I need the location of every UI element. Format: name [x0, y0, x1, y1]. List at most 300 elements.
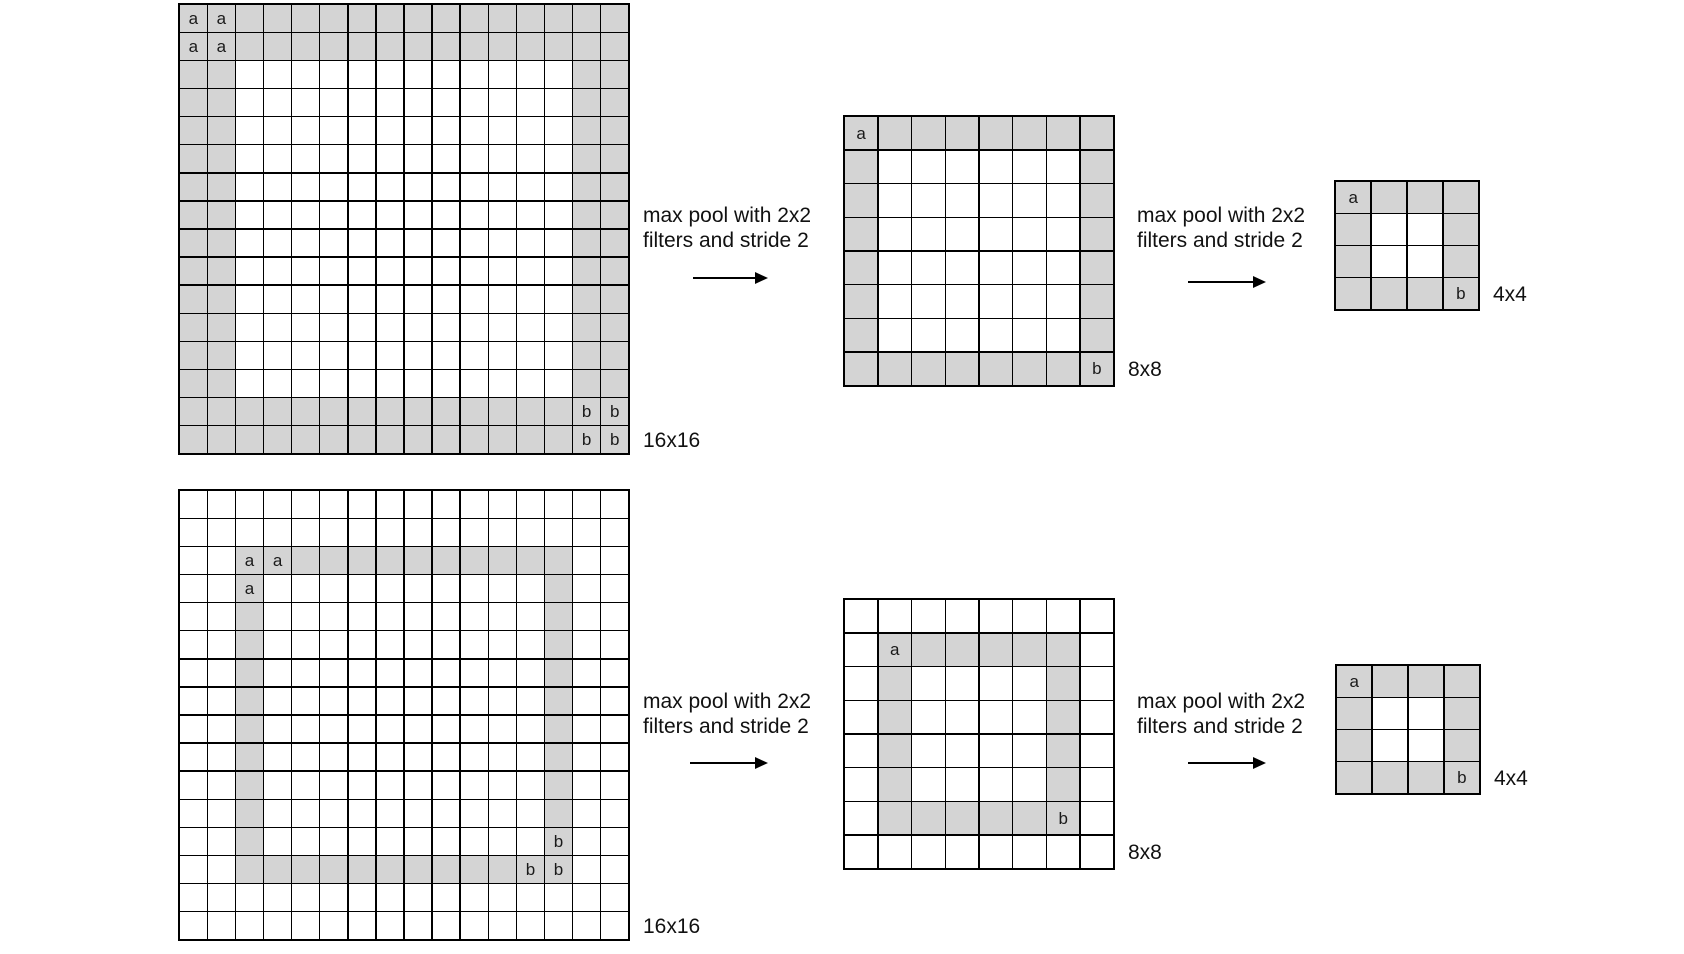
grid-cell-letter: a — [1337, 666, 1371, 697]
grid-cell — [180, 342, 207, 369]
grid-cell — [236, 519, 263, 546]
grid-cell — [517, 744, 544, 771]
grid-cell — [320, 5, 347, 32]
grid-cell — [461, 547, 488, 574]
grid-cell — [264, 202, 291, 229]
grid-cell — [461, 370, 488, 397]
grid-cell — [489, 631, 516, 658]
grid-cell — [980, 151, 1012, 183]
grid-cells-8x8-top — [843, 115, 1115, 387]
grid-cell — [845, 634, 877, 666]
grid-cell — [349, 174, 376, 201]
grid-cell — [264, 117, 291, 144]
grid-cell — [1445, 666, 1479, 697]
grid-cell — [377, 230, 404, 257]
grid-cell — [320, 800, 347, 827]
grid-cell — [320, 33, 347, 60]
grid-cell — [517, 398, 544, 425]
grid-cell — [601, 286, 628, 313]
grid-cell — [1373, 666, 1407, 697]
grid-cell — [349, 5, 376, 32]
grid-cell — [433, 912, 460, 939]
grid-cell — [912, 252, 944, 284]
grid-cell — [320, 603, 347, 630]
grid-cell — [489, 286, 516, 313]
grid-cell — [879, 667, 911, 699]
grid-cell — [845, 319, 877, 351]
grid-cell — [912, 117, 944, 149]
grid-cell — [405, 884, 432, 911]
grid-cell — [517, 5, 544, 32]
grid-cell — [879, 184, 911, 216]
grid-cell — [545, 314, 572, 341]
grid-cell — [517, 884, 544, 911]
grid-cell — [320, 342, 347, 369]
grid-cell — [545, 631, 572, 658]
grid-cell — [1373, 730, 1407, 761]
grid-cell — [1013, 319, 1045, 351]
grid-cell — [489, 575, 516, 602]
grid-cell — [545, 688, 572, 715]
grid-cell — [264, 856, 291, 883]
grid-cell — [405, 547, 432, 574]
grid-cell — [433, 398, 460, 425]
grid-cell — [1444, 182, 1478, 213]
grid-cell — [320, 912, 347, 939]
grid-cells-4x4-bottom — [1335, 664, 1481, 795]
grid-cell — [601, 660, 628, 687]
grid-cell — [405, 828, 432, 855]
grid-cell — [405, 33, 432, 60]
grid-cell — [980, 667, 1012, 699]
grid-cell — [292, 519, 319, 546]
grid-cell — [1081, 634, 1113, 666]
grid-cell — [601, 772, 628, 799]
grid-cell — [292, 286, 319, 313]
grid-cell — [489, 688, 516, 715]
grid-cell — [879, 151, 911, 183]
grid-cell — [1408, 246, 1442, 277]
grid-cell — [879, 252, 911, 284]
grid-cell — [292, 117, 319, 144]
grid-cell — [461, 660, 488, 687]
grid-cell — [264, 716, 291, 743]
grid-cell — [1445, 730, 1479, 761]
grid-size-label: 4x4 — [1493, 282, 1527, 306]
grid-cell — [461, 828, 488, 855]
grid-cell — [180, 716, 207, 743]
grid-cell — [601, 174, 628, 201]
grid-cell — [405, 398, 432, 425]
grid-cell — [545, 519, 572, 546]
grid-cell-letter: a — [1336, 182, 1370, 213]
grid-cell — [545, 258, 572, 285]
arrow-head — [755, 757, 768, 769]
grid-cell — [1047, 117, 1079, 149]
grid-cell — [236, 660, 263, 687]
grid-cell — [545, 370, 572, 397]
grid-cell — [489, 61, 516, 88]
grid-cell — [1081, 836, 1113, 868]
grid-cell — [377, 174, 404, 201]
grid-cell — [980, 735, 1012, 767]
grid-4x4-pooled-bottom — [1335, 664, 1528, 795]
grid-cell — [292, 575, 319, 602]
grid-cell — [545, 491, 572, 518]
grid-cell — [236, 202, 263, 229]
grid-cell — [517, 202, 544, 229]
grid-cell — [405, 660, 432, 687]
grid-cell — [601, 33, 628, 60]
grid-cell — [879, 768, 911, 800]
grid-cell — [461, 603, 488, 630]
grid-cell — [980, 184, 1012, 216]
grid-cell — [180, 258, 207, 285]
grid-cell — [517, 912, 544, 939]
grid-cell — [573, 519, 600, 546]
grid-cell — [180, 519, 207, 546]
grid-cell — [545, 603, 572, 630]
grid-cell — [180, 202, 207, 229]
grid-cell — [405, 519, 432, 546]
grid-cell — [208, 370, 235, 397]
grid-cell — [292, 856, 319, 883]
grid-cell — [208, 286, 235, 313]
grid-cell — [292, 370, 319, 397]
grid-cell — [601, 575, 628, 602]
grid-cell — [208, 174, 235, 201]
grid-cell — [879, 218, 911, 250]
grid-cell — [1081, 184, 1113, 216]
grid-cell — [912, 735, 944, 767]
grid-cell — [545, 202, 572, 229]
right-arrow-icon — [1188, 757, 1266, 769]
grid-cell — [545, 884, 572, 911]
grid-cell-letter: a — [845, 117, 877, 149]
grid-cell — [208, 426, 235, 453]
grid-cell — [405, 603, 432, 630]
grid-cell — [264, 603, 291, 630]
grid-cell — [433, 370, 460, 397]
grid-cell — [1081, 252, 1113, 284]
maxpool-label-line2: filters and stride 2 — [1137, 715, 1303, 738]
grid-cell — [601, 370, 628, 397]
grid-cell — [236, 342, 263, 369]
grid-cell — [461, 912, 488, 939]
grid-cell — [433, 744, 460, 771]
grid-cell — [573, 258, 600, 285]
grid-cell — [1081, 768, 1113, 800]
right-arrow-icon — [693, 272, 768, 284]
grid-cell — [845, 252, 877, 284]
grid-cell — [573, 89, 600, 116]
grid-cell — [320, 174, 347, 201]
grid-cell — [292, 202, 319, 229]
grid-cell-letter: b — [545, 856, 572, 883]
grid-cell — [405, 688, 432, 715]
grid-cell — [405, 800, 432, 827]
grid-cell — [433, 230, 460, 257]
grid-cell — [349, 230, 376, 257]
maxpool-label — [1137, 689, 1305, 739]
grid-cell — [349, 426, 376, 453]
grid-cell — [264, 800, 291, 827]
grid-cell — [292, 491, 319, 518]
grid-cell — [320, 519, 347, 546]
grid-cell — [405, 61, 432, 88]
grid-cell — [433, 117, 460, 144]
grid-cell — [489, 314, 516, 341]
grid-cell — [405, 370, 432, 397]
grid-cell — [208, 314, 235, 341]
grid-8x8-pooled-top — [843, 115, 1162, 387]
grid-cell — [180, 145, 207, 172]
grid-cell — [208, 744, 235, 771]
grid-cell — [236, 772, 263, 799]
grid-cell — [980, 117, 1012, 149]
grid-cell — [180, 286, 207, 313]
grid-cell — [236, 174, 263, 201]
grid-cell — [573, 61, 600, 88]
grid-cell — [461, 631, 488, 658]
grid-cell — [1013, 735, 1045, 767]
grid-cell — [489, 33, 516, 60]
grid-cell — [264, 5, 291, 32]
grid-cell — [349, 772, 376, 799]
grid-cell — [236, 258, 263, 285]
grid-cell — [292, 547, 319, 574]
grid-cell — [264, 145, 291, 172]
grid-cell — [601, 603, 628, 630]
grid-cell — [236, 61, 263, 88]
grid-cell — [845, 600, 877, 632]
grid-cell — [1409, 762, 1443, 793]
grid-cell — [1047, 218, 1079, 250]
grid-cell — [489, 174, 516, 201]
grid-cell — [1337, 762, 1371, 793]
grid-cell — [946, 836, 978, 868]
grid-cell — [433, 174, 460, 201]
grid-cell — [601, 258, 628, 285]
grid-cell — [349, 884, 376, 911]
grid-cell — [236, 800, 263, 827]
grid-cell — [461, 519, 488, 546]
grid-cell — [377, 884, 404, 911]
grid-cell — [236, 912, 263, 939]
grid-cell — [1013, 151, 1045, 183]
grid-cell — [980, 319, 1012, 351]
grid-cell — [180, 856, 207, 883]
grid-cell — [517, 688, 544, 715]
grid-cell — [320, 426, 347, 453]
grid-cell — [1013, 252, 1045, 284]
grid-cell — [601, 828, 628, 855]
grid-cell — [292, 603, 319, 630]
grid-cell — [292, 174, 319, 201]
grid-cell — [545, 33, 572, 60]
grid-cell — [1081, 285, 1113, 317]
grid-cell — [1372, 214, 1406, 245]
grid-cell — [349, 202, 376, 229]
grid-cell — [1013, 117, 1045, 149]
grid-cell — [461, 230, 488, 257]
grid-cell — [489, 342, 516, 369]
grid-size-label: 16x16 — [643, 914, 701, 938]
grid-cell — [879, 285, 911, 317]
grid-cell — [180, 631, 207, 658]
grid-cell — [349, 716, 376, 743]
grid-cell — [405, 491, 432, 518]
arrow-head — [1253, 276, 1266, 288]
grid-cell — [320, 202, 347, 229]
arrow-shaft — [1188, 762, 1256, 764]
grid-cell — [180, 89, 207, 116]
grid-cell — [980, 836, 1012, 868]
grid-cell — [349, 33, 376, 60]
grid-cell — [377, 519, 404, 546]
grid-cell — [208, 716, 235, 743]
grid-cell — [601, 856, 628, 883]
grid-cell — [461, 117, 488, 144]
grid-cell — [236, 370, 263, 397]
grid-cell — [517, 800, 544, 827]
grid-cell — [236, 230, 263, 257]
grid-cell — [377, 426, 404, 453]
grid-cell — [349, 660, 376, 687]
grid-cell — [573, 5, 600, 32]
grid-cell — [489, 828, 516, 855]
grid-cell — [377, 202, 404, 229]
grid-cell — [349, 603, 376, 630]
grid-cell — [573, 800, 600, 827]
grid-cell — [461, 258, 488, 285]
grid-cell — [1047, 634, 1079, 666]
grid-cell — [433, 286, 460, 313]
grid-cell — [601, 491, 628, 518]
grid-cell — [545, 772, 572, 799]
grid-cell — [461, 89, 488, 116]
grid-cell — [349, 342, 376, 369]
grid-cell — [879, 701, 911, 733]
grid-cell — [349, 547, 376, 574]
grid-cell — [208, 772, 235, 799]
grid-cell — [517, 547, 544, 574]
grid-cell — [236, 145, 263, 172]
grid-cell — [517, 230, 544, 257]
grid-cell — [461, 856, 488, 883]
grid-cell — [236, 884, 263, 911]
grid-cell — [912, 353, 944, 385]
grid-cell — [236, 426, 263, 453]
grid-cell — [208, 660, 235, 687]
grid-cell — [320, 286, 347, 313]
grid-cell — [377, 342, 404, 369]
grid-cell — [461, 491, 488, 518]
grid-cell — [292, 631, 319, 658]
maxpool-label-line1: max pool with 2x2 — [1137, 204, 1306, 227]
grid-cell — [1337, 698, 1371, 729]
grid-cell — [461, 884, 488, 911]
grid-cell — [489, 716, 516, 743]
grid-cell — [236, 33, 263, 60]
grid-cell — [517, 33, 544, 60]
grid-cell — [292, 716, 319, 743]
grid-cell — [264, 426, 291, 453]
grid-cell — [180, 117, 207, 144]
grid-cell — [264, 884, 291, 911]
grid-cell — [405, 772, 432, 799]
grid-cell — [489, 398, 516, 425]
grid-cell — [349, 370, 376, 397]
grid-cell — [236, 491, 263, 518]
grid-cell — [433, 33, 460, 60]
grid-cell — [461, 575, 488, 602]
grid-cell — [573, 688, 600, 715]
grid-cell — [1081, 701, 1113, 733]
grid-cell — [377, 800, 404, 827]
grid-cell — [208, 547, 235, 574]
grid-cell — [545, 145, 572, 172]
grid-cell — [349, 398, 376, 425]
grid-cell — [946, 285, 978, 317]
grid-cell — [1047, 353, 1079, 385]
grid-cell — [433, 575, 460, 602]
grid-cell — [573, 912, 600, 939]
grid-cell — [236, 89, 263, 116]
grid-cell — [349, 575, 376, 602]
grid-cell — [292, 33, 319, 60]
grid-cell — [377, 547, 404, 574]
grid-cell — [292, 145, 319, 172]
grid-cell — [601, 342, 628, 369]
grid-cell — [180, 772, 207, 799]
grid-cell — [180, 884, 207, 911]
grid-cell — [1081, 218, 1113, 250]
grid-cell — [433, 884, 460, 911]
grid-cell — [946, 634, 978, 666]
grid-cell-letter: b — [1081, 353, 1113, 385]
grid-cell — [433, 5, 460, 32]
grid-cell — [377, 575, 404, 602]
grid-cell — [601, 716, 628, 743]
grid-cell — [573, 603, 600, 630]
grid-cell — [208, 202, 235, 229]
grid-cell — [573, 286, 600, 313]
grid-cell — [879, 353, 911, 385]
grid-cell — [377, 828, 404, 855]
grid-cell — [1013, 836, 1045, 868]
grid-cell — [180, 370, 207, 397]
grid-cell — [1409, 698, 1443, 729]
grid-cell — [517, 603, 544, 630]
grid-cell — [405, 258, 432, 285]
grid-cell — [601, 744, 628, 771]
grid-cell — [377, 660, 404, 687]
grid-cell-letter: b — [517, 856, 544, 883]
grid-cell — [461, 174, 488, 201]
grid-cell — [1047, 701, 1079, 733]
grid-cell — [517, 258, 544, 285]
grid-cell — [879, 319, 911, 351]
grid-cell — [320, 856, 347, 883]
grid-cell — [845, 768, 877, 800]
grid-cell — [405, 314, 432, 341]
grid-cell — [573, 174, 600, 201]
grid-cell — [208, 519, 235, 546]
grid-cell — [1409, 666, 1443, 697]
maxpool-label — [1137, 203, 1305, 253]
grid-cell — [377, 370, 404, 397]
